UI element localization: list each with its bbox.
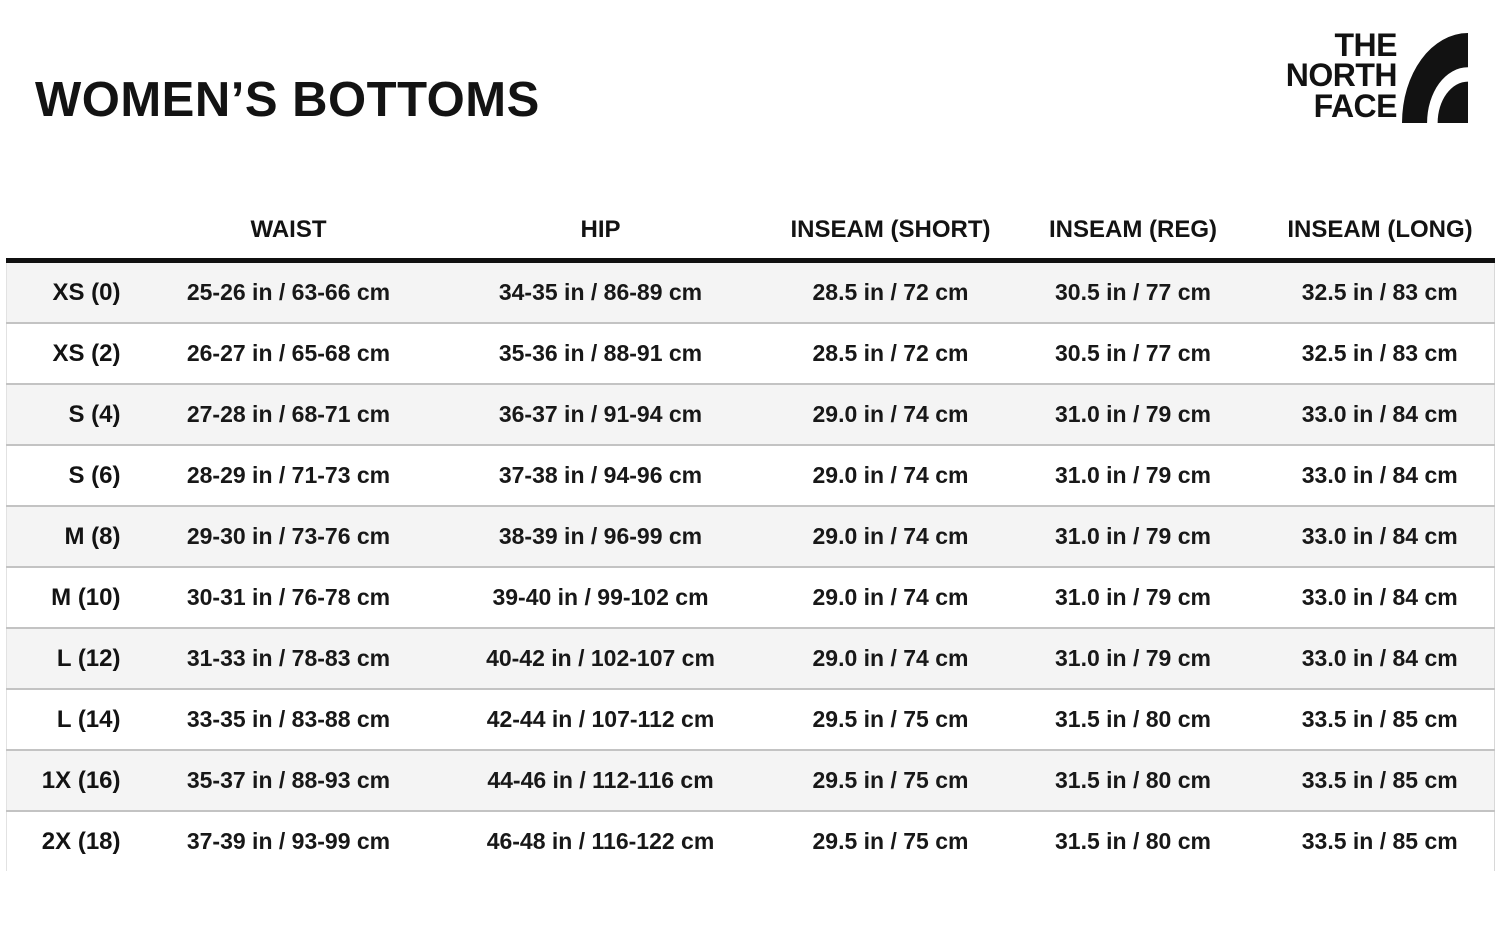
measurement-cell: 31.0 in / 79 cm [1055, 523, 1211, 549]
measurement-cell: 31.0 in / 79 cm [1055, 401, 1211, 427]
table-row [7, 384, 1495, 445]
column-header-hip: HIP [580, 216, 621, 243]
measurement-cell: 25-26 in / 63-66 cm [186, 279, 391, 305]
column-header-waist: WAIST [250, 216, 327, 243]
measurement-cell: 35-37 in / 88-93 cm [186, 767, 391, 793]
measurement-cell: 30-31 in / 76-78 cm [186, 584, 391, 610]
measurement-cell: 42-44 in / 107-112 cm [486, 706, 715, 732]
measurement-cell: 29-30 in / 73-76 cm [186, 523, 391, 549]
measurement-cell: 33.0 in / 84 cm [1266, 445, 1495, 506]
measurement-cell: 36-37 in / 91-94 cm [498, 401, 703, 427]
size-label-cell: XS (0) [7, 261, 157, 324]
half-dome-icon [1402, 33, 1468, 123]
size-label-cell: M (8) [7, 506, 157, 567]
measurement-cell: 46-48 in / 116-122 cm [486, 828, 715, 854]
brand-logo [1285, 27, 1468, 124]
size-label-cell: S (4) [7, 384, 157, 445]
logo-wordmark [1285, 27, 1397, 124]
measurement-cell: 31.0 in / 79 cm [1055, 645, 1211, 671]
measurement-cell: 29.0 in / 74 cm [812, 523, 969, 549]
measurement-cell: 32.5 in / 83 cm [1266, 323, 1495, 384]
measurement-cell: 44-46 in / 112-116 cm [487, 767, 714, 793]
measurement-cell: 33.0 in / 84 cm [1266, 567, 1495, 628]
table-header-row [7, 202, 1495, 261]
measurement-cell: 29.5 in / 75 cm [812, 767, 969, 793]
measurement-cell: 31.0 in / 79 cm [1055, 462, 1211, 488]
measurement-cell: 26-27 in / 65-68 cm [186, 340, 391, 366]
table-row [7, 445, 1495, 506]
measurement-cell: 29.0 in / 74 cm [812, 584, 969, 610]
measurement-cell: 38-39 in / 96-99 cm [498, 523, 703, 549]
size-label-cell: 1X (16) [7, 750, 157, 811]
size-label-cell: M (10) [7, 567, 157, 628]
measurement-cell: 33.0 in / 84 cm [1266, 506, 1495, 567]
column-header-inseam-long: INSEAM (LONG) [1287, 216, 1473, 243]
table-row [7, 506, 1495, 567]
table-row [7, 689, 1495, 750]
table-row [7, 323, 1495, 384]
measurement-cell: 32.5 in / 83 cm [1266, 261, 1495, 324]
measurement-cell: 31.5 in / 80 cm [1055, 706, 1211, 732]
measurement-cell: 31.5 in / 80 cm [1055, 828, 1211, 854]
column-header-size [7, 202, 157, 261]
page-title: WOMEN’S BOTTOMS [35, 73, 540, 127]
measurement-cell: 37-39 in / 93-99 cm [186, 828, 391, 854]
measurement-cell: 28.5 in / 72 cm [812, 340, 969, 366]
logo-line-north: NORTH [1285, 57, 1397, 94]
measurement-cell: 29.5 in / 75 cm [812, 706, 969, 732]
size-table [6, 202, 1495, 871]
logo-line-face: FACE [1313, 87, 1397, 124]
measurement-cell: 29.0 in / 74 cm [812, 401, 969, 427]
logo-line-the: THE [1334, 27, 1397, 63]
column-header-inseam-short: INSEAM (SHORT) [790, 216, 991, 243]
measurement-cell: 39-40 in / 99-102 cm [492, 584, 709, 610]
measurement-cell: 29.0 in / 74 cm [812, 462, 969, 488]
measurement-cell: 33.5 in / 85 cm [1266, 811, 1495, 871]
table-row [7, 567, 1495, 628]
measurement-cell: 31.5 in / 80 cm [1055, 767, 1211, 793]
measurement-cell: 29.0 in / 74 cm [812, 645, 969, 671]
measurement-cell: 33.0 in / 84 cm [1266, 384, 1495, 445]
table-row [7, 261, 1495, 324]
measurement-cell: 30.5 in / 77 cm [1055, 279, 1211, 305]
measurement-cell: 35-36 in / 88-91 cm [498, 340, 703, 366]
measurement-cell: 34-35 in / 86-89 cm [498, 279, 703, 305]
size-label-cell: S (6) [7, 445, 157, 506]
measurement-cell: 29.5 in / 75 cm [812, 828, 969, 854]
measurement-cell: 28.5 in / 72 cm [812, 279, 969, 305]
measurement-cell: 33.5 in / 85 cm [1266, 750, 1495, 811]
measurement-cell: 27-28 in / 68-71 cm [186, 401, 391, 427]
measurement-cell: 33-35 in / 83-88 cm [186, 706, 391, 732]
column-header-inseam-reg: INSEAM (REG) [1049, 216, 1217, 243]
measurement-cell: 31-33 in / 78-83 cm [186, 645, 391, 671]
size-label-cell: XS (2) [7, 323, 157, 384]
measurement-cell: 31.0 in / 79 cm [1055, 584, 1211, 610]
size-label-cell: L (12) [7, 628, 157, 689]
size-label-cell: L (14) [7, 689, 157, 750]
measurement-cell: 28-29 in / 71-73 cm [186, 462, 391, 488]
table-row [7, 811, 1495, 871]
table-row [7, 750, 1495, 811]
size-table-body [7, 261, 1495, 872]
measurement-cell: 37-38 in / 94-96 cm [498, 462, 703, 488]
measurement-cell: 33.0 in / 84 cm [1266, 628, 1495, 689]
size-label-cell: 2X (18) [7, 811, 157, 871]
measurement-cell: 40-42 in / 102-107 cm [486, 645, 715, 671]
measurement-cell: 33.5 in / 85 cm [1266, 689, 1495, 750]
table-row [7, 628, 1495, 689]
measurement-cell: 30.5 in / 77 cm [1055, 340, 1211, 366]
